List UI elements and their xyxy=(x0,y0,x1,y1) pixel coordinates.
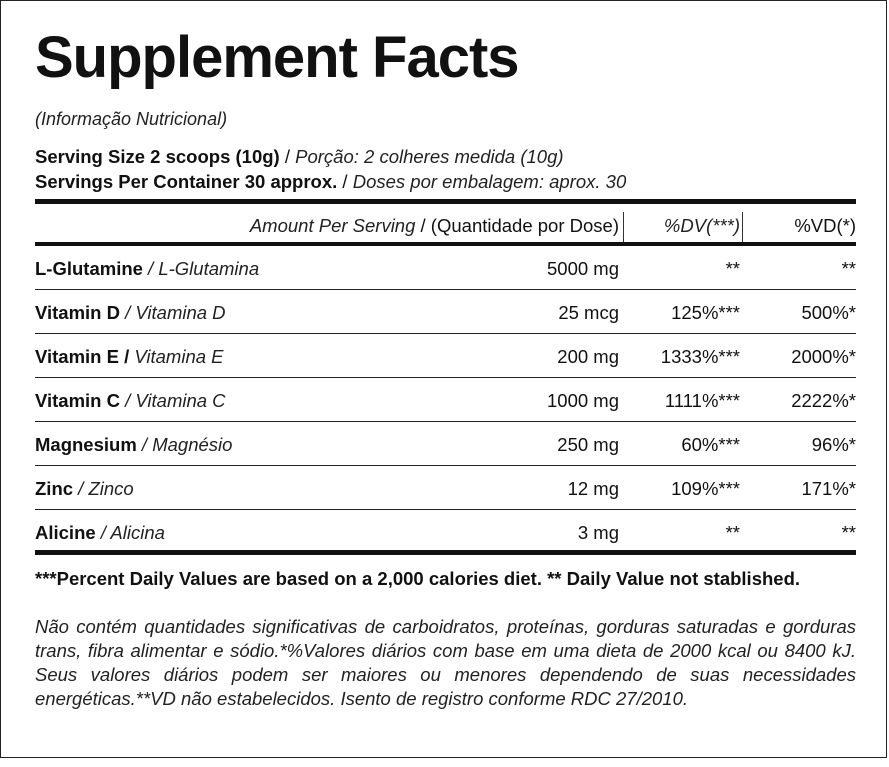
table-row xyxy=(35,379,856,423)
table-row xyxy=(35,511,856,555)
ingredient-name-en: L-Glutamine xyxy=(35,258,143,279)
thick-rule-bottom xyxy=(35,550,856,555)
ingredient-vd: ** xyxy=(841,522,856,543)
ingredient-dv: 1333%*** xyxy=(660,346,740,367)
ingredient-amount: 200 mg xyxy=(557,346,619,367)
servings-per-container-label: Servings Per Container 30 approx. xyxy=(35,171,338,192)
ingredient-dv: 60%*** xyxy=(681,434,740,455)
ingredient-amount: 1000 mg xyxy=(547,390,619,411)
ingredient-dv: 109%*** xyxy=(671,478,740,499)
table-row xyxy=(35,335,856,379)
ingredient-name xyxy=(35,478,134,500)
row-divider xyxy=(35,333,856,334)
row-divider xyxy=(35,509,856,510)
amount-header-pt: / (Quantidade por Dose) xyxy=(415,215,619,236)
dv-header: %DV(***) xyxy=(663,215,740,236)
ingredient-amount: 3 mg xyxy=(577,522,619,543)
row-divider xyxy=(35,421,856,422)
servings-per-container-separator: / xyxy=(337,171,353,192)
servings-per-container-line xyxy=(35,171,626,193)
ingredient-name-pt: / Vitamina C xyxy=(119,390,226,411)
ingredient-dv: ** xyxy=(725,522,740,543)
table-row xyxy=(35,247,856,291)
ingredient-amount: 12 mg xyxy=(567,478,619,499)
ingredient-name-en: Magnesium xyxy=(35,434,137,455)
ingredient-vd: 500%* xyxy=(801,302,856,323)
ingredient-name-pt: Vitamina E xyxy=(129,346,224,367)
footnote-portuguese: Não contém quantidades significativas de carboidratos, proteínas, gorduras saturadas e gorduras trans, fibra alimentar e sódio.*%Valores diários com base em uma dieta de 2000 kcal ou 8400 kJ. Seus valores diários podem ser maiores ou menores dependendo de suas necessidades energéticas.**VD não estabelecidos. Isento de registro conforme RDC 27/2010. xyxy=(35,616,856,709)
header-divider-1 xyxy=(623,212,624,243)
thick-rule-top xyxy=(35,199,856,204)
ingredient-vd: ** xyxy=(841,258,856,279)
ingredient-name-pt: / Magnésio xyxy=(136,434,233,455)
table-row xyxy=(35,467,856,511)
row-divider xyxy=(35,465,856,466)
ingredient-amount: 5000 mg xyxy=(547,258,619,279)
ingredient-name-pt: / Alicina xyxy=(95,522,165,543)
ingredient-dv: ** xyxy=(725,258,740,279)
amount-per-serving-header xyxy=(250,215,619,237)
medium-rule xyxy=(35,242,856,246)
row-divider xyxy=(35,289,856,290)
serving-size-label: Serving Size 2 scoops (10g) xyxy=(35,146,280,167)
footnote-daily-values: ***Percent Daily Values are based on a 2,000 calories diet. ** Daily Value not stablished. xyxy=(35,568,801,589)
ingredient-name-pt: / L-Glutamina xyxy=(142,258,260,279)
ingredient-name-en: Zinc xyxy=(35,478,74,499)
ingredient-name-en: Alicine xyxy=(35,522,96,543)
ingredient-name xyxy=(35,258,259,280)
ingredient-vd: 171%* xyxy=(801,478,856,499)
ingredient-dv: 125%*** xyxy=(671,302,740,323)
ingredient-name xyxy=(35,302,226,324)
serving-size-line xyxy=(35,146,564,168)
ingredient-name xyxy=(35,346,224,368)
ingredient-name xyxy=(35,390,226,412)
ingredient-name-en: Vitamin C xyxy=(35,390,120,411)
amount-header-en: Amount Per Serving xyxy=(249,215,416,236)
ingredient-amount: 25 mcg xyxy=(558,302,619,323)
ingredient-name-en: Vitamin E / xyxy=(35,346,130,367)
row-divider xyxy=(35,377,856,378)
ingredient-vd: 2222%* xyxy=(791,390,856,411)
ingredient-dv: 1111%*** xyxy=(664,390,740,411)
header-divider-2 xyxy=(742,212,743,243)
ingredient-name-en: Vitamin D xyxy=(35,302,120,323)
vd-header: %VD(*) xyxy=(794,215,856,236)
ingredient-name-pt: / Vitamina D xyxy=(119,302,226,323)
panel-subtitle: (Informação Nutricional) xyxy=(35,109,228,129)
table-row xyxy=(35,291,856,335)
serving-size-pt: Porção: 2 colheres medida (10g) xyxy=(295,146,564,167)
table-header xyxy=(35,213,856,241)
ingredient-amount: 250 mg xyxy=(557,434,619,455)
ingredient-name xyxy=(35,522,165,544)
ingredient-vd: 2000%* xyxy=(791,346,856,367)
ingredient-vd: 96%* xyxy=(811,434,856,455)
servings-per-container-pt: Doses por embalagem: aprox. 30 xyxy=(352,171,627,192)
ingredient-name xyxy=(35,434,232,456)
table-row xyxy=(35,423,856,467)
ingredient-name-pt: / Zinco xyxy=(73,478,134,499)
panel-title: Supplement Facts xyxy=(35,25,519,90)
serving-size-separator: / xyxy=(279,146,296,167)
